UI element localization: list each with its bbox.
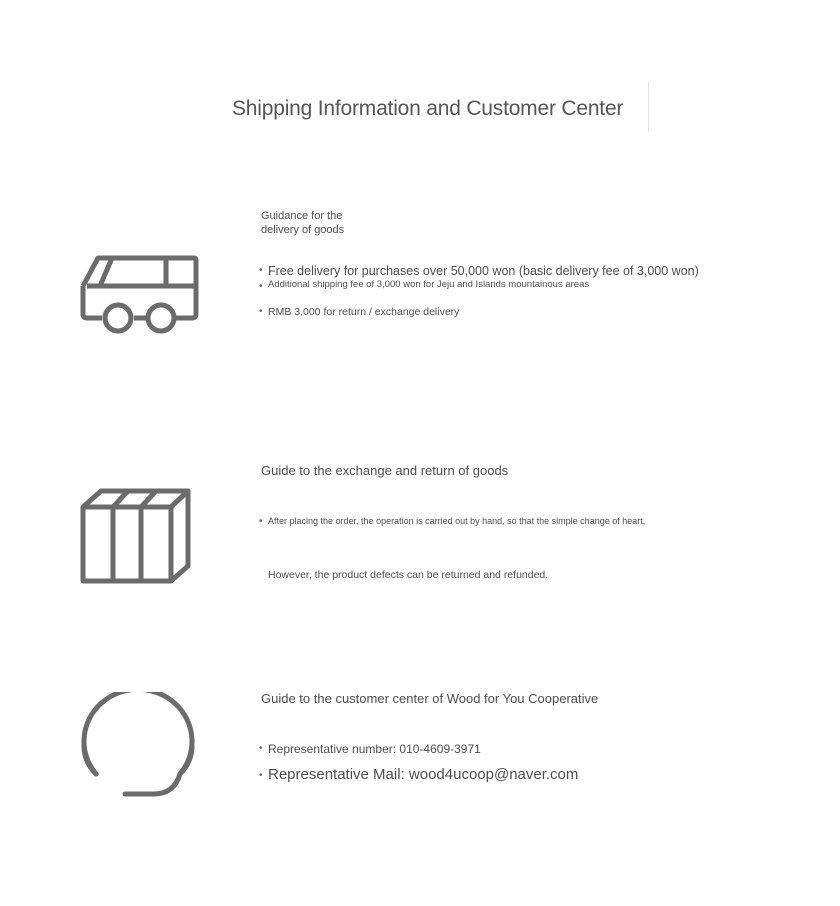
- bullet-icon: •: [259, 281, 263, 292]
- bullet-icon: •: [259, 516, 263, 527]
- delivery-heading: Guidance for the delivery of goods: [261, 210, 345, 236]
- bullet-icon: •: [259, 743, 263, 754]
- list-item: • RMB 3,000 for return / exchange delivery: [259, 306, 460, 318]
- list-item: • Additional shipping fee of 3,000 won for Jeju and Islands mountainous areas: [259, 279, 590, 292]
- truck-icon: [78, 246, 202, 334]
- bullet-icon: •: [259, 770, 263, 781]
- list-item: • After placing the order, the operation is carried out by hand, so that the simple change of heart,: [259, 516, 646, 527]
- list-item: • Free delivery for purchases over 50,000 won (basic delivery fee of 3,000 won): [259, 264, 699, 278]
- title-divider: [648, 82, 649, 132]
- delivery-list: [259, 263, 699, 319]
- customer-center-list: [259, 742, 578, 783]
- headset-icon: [78, 692, 198, 800]
- bullet-icon: •: [259, 265, 263, 276]
- bullet-icon: •: [259, 306, 263, 317]
- exchange-list: [259, 516, 648, 526]
- representative-number: • Representative number: 010-4609-3971: [259, 742, 481, 756]
- exchange-heading: Guide to the exchange and return of goods: [261, 463, 509, 478]
- customer-center-heading: Guide to the customer center of Wood for You Cooperative: [261, 691, 599, 706]
- box-icon: [78, 486, 194, 586]
- exchange-note: However, the product defects can be returned and refunded.: [268, 569, 549, 581]
- page-title: Shipping Information and Customer Center: [232, 97, 624, 120]
- representative-mail: • Representative Mail: wood4ucoop@naver.com: [259, 766, 579, 783]
